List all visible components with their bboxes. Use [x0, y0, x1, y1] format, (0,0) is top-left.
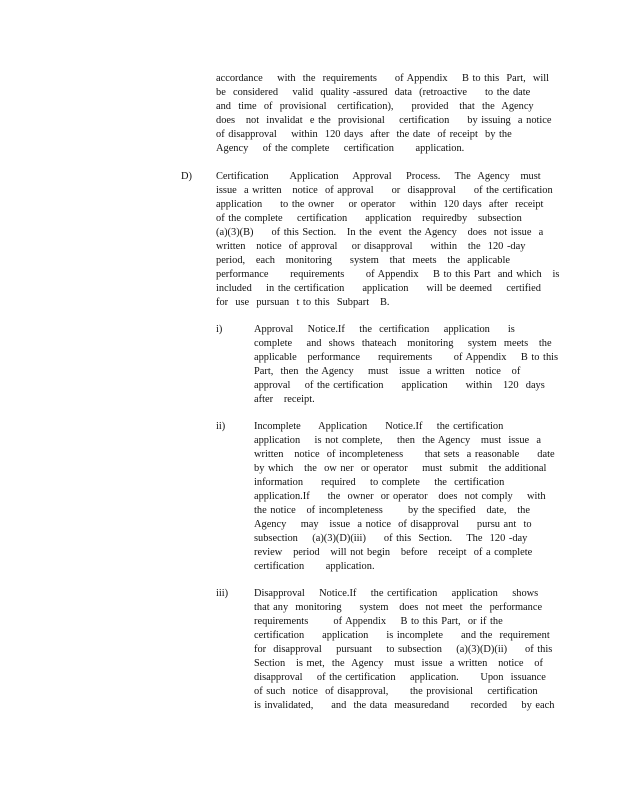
text-line: period, each monitoring system that meets the applicable [216, 255, 510, 266]
text-line: application to the owner or operator within 120 days after receipt [216, 199, 544, 210]
text-line: for use pursuan t to this Subpart B. [216, 297, 390, 308]
text-line: subsection (a)(3)(D)(iii) of this Section. The 120 -day [254, 533, 528, 544]
text-line: Disapproval Notice.If the certification application shows [254, 588, 539, 599]
text-line: of the complete certification application requiredby subsection [216, 213, 522, 224]
item-i-paragraph [254, 323, 559, 407]
text-line: certification application is incomplete and the requirement [254, 630, 550, 641]
text-line: Section is met, the Agency must issue a written notice of [254, 658, 543, 669]
item-i-label: i) [216, 324, 223, 335]
section-d-label: D) [181, 171, 192, 182]
text-line: requirements of Appendix B to this Part, or if the [254, 616, 503, 627]
text-line: after receipt. [254, 394, 315, 405]
item-iii-paragraph [254, 587, 554, 713]
section-d-paragraph [216, 170, 560, 310]
item-ii-paragraph [254, 420, 554, 574]
text-line: by which the ow ner or operator must submit the additional [254, 463, 547, 474]
item-ii-label: ii) [216, 421, 226, 432]
text-line: application.If the owner or operator does not comply with [254, 491, 546, 502]
text-line: written notice of incompleteness that sets a reasonable date [254, 449, 555, 460]
text-line: issue a written notice of approval or disapproval of the certification [216, 185, 553, 196]
text-line: Approval Notice.If the certification application is [254, 324, 515, 335]
text-line: certification application. [254, 561, 375, 572]
text-line: and time of provisional certification), provided that the Agency [216, 101, 534, 112]
text-line: information required to complete the certification [254, 477, 505, 488]
text-line: approval of the certification application within 120 days [254, 380, 545, 391]
text-line: applicable performance requirements of Appendix B to this [254, 352, 559, 363]
text-line: accordance with the requirements of Appendix B to this Part, will [216, 73, 550, 84]
text-line: the notice of incompleteness by the specified date, the [254, 505, 530, 516]
text-line: Incomplete Application Notice.If the certification [254, 421, 504, 432]
text-line: is invalidated, and the data measuredand recorded by each [254, 700, 555, 711]
item-iii-label: iii) [216, 588, 229, 599]
text-line: disapproval of the certification application. Upon issuance [254, 672, 546, 683]
text-line: of such notice of disapproval, the provisional certification [254, 686, 538, 697]
text-line: application is not complete, then the Agency must issue a [254, 435, 541, 446]
intro-paragraph [216, 72, 552, 156]
text-line: performance requirements of Appendix B to this Part and which is [216, 269, 560, 280]
text-line: review period will not begin before receipt of a complete [254, 547, 533, 558]
text-line: of disapproval within 120 days after the date of receipt by the [216, 129, 512, 140]
text-line: that any monitoring system does not meet the performance [254, 602, 543, 613]
text-line: be considered valid quality -assured data (retroactive to the date [216, 87, 531, 98]
text-line: Agency of the complete certification application. [216, 143, 465, 154]
text-line: Part, then the Agency must issue a written notice of [254, 366, 521, 377]
text-line: does not invalidat e the provisional certification by issuing a notice [216, 115, 552, 126]
text-line: Certification Application Approval Process. The Agency must [216, 171, 541, 182]
text-line: (a)(3)(B) of this Section. In the event the Agency does not issue a [216, 227, 544, 238]
text-line: complete and shows thateach monitoring system meets the [254, 338, 552, 349]
text-line: included in the certification application will be deemed certified [216, 283, 541, 294]
text-line: Agency may issue a notice of disapproval pursu ant to [254, 519, 532, 530]
text-line: written notice of approval or disapproval within the 120 -day [216, 241, 526, 252]
text-line: for disapproval pursuant to subsection (a)(3)(D)(ii) of this [254, 644, 553, 655]
